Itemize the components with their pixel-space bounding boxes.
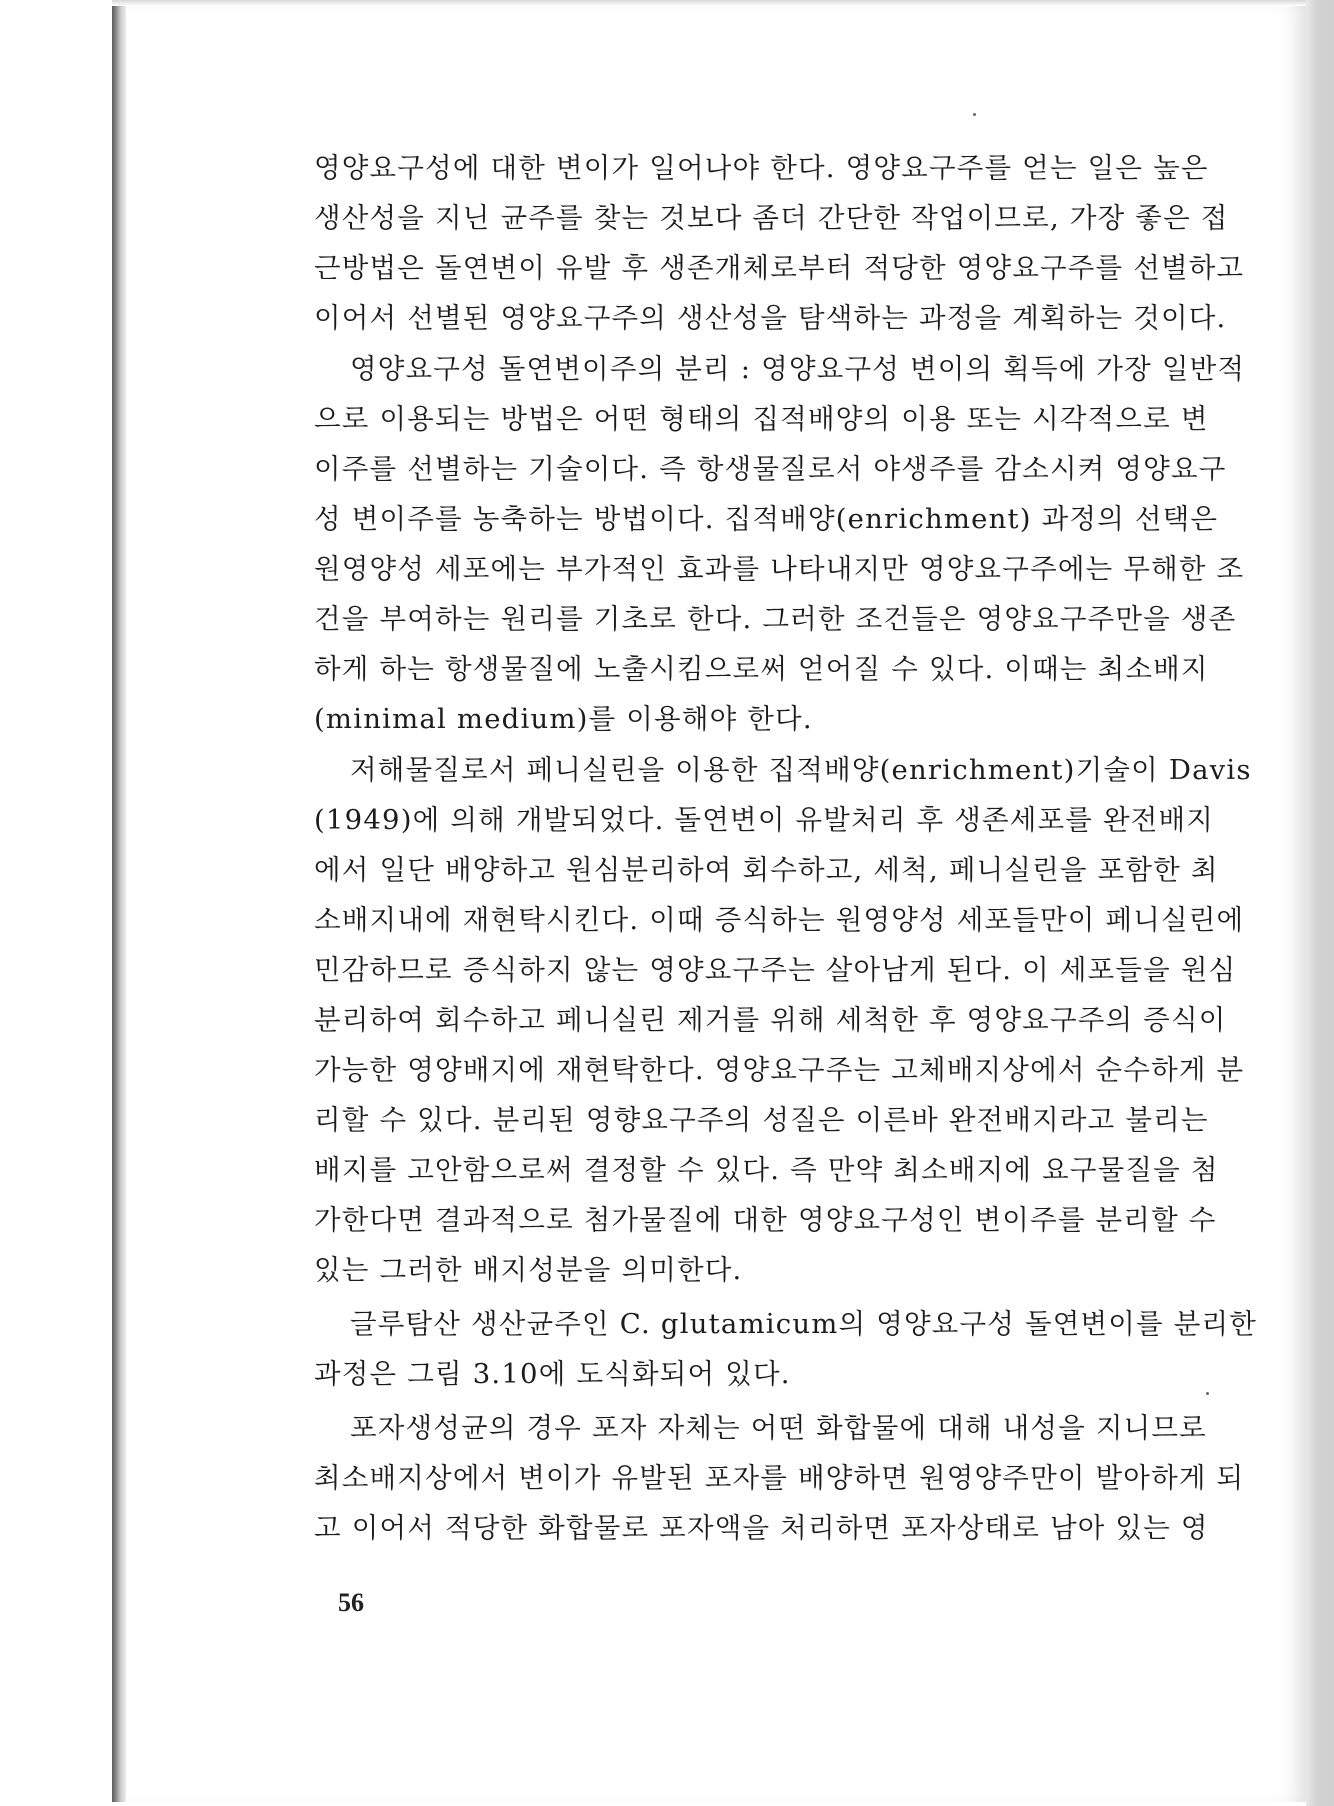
text-line: 영양요구성 돌연변이주의 분리 : 영양요구성 변이의 획득에 가장 일반적 bbox=[350, 353, 1246, 385]
scan-speck bbox=[973, 113, 976, 116]
text-line: 근방법은 돌연변이 유발 후 생존개체로부터 적당한 영양요구주를 선별하고 bbox=[314, 252, 1245, 284]
page-stack-edge bbox=[112, 6, 126, 1802]
text-line: 원영양성 세포에는 부가적인 효과를 나타내지만 영양요구주에는 무해한 조 bbox=[314, 553, 1245, 585]
scan-speck bbox=[1206, 1392, 1209, 1395]
text-line: 가한다면 결과적으로 첨가물질에 대한 영양요구성인 변이주를 분리할 수 bbox=[314, 1204, 1217, 1236]
text-line: 가능한 영양배지에 재현탁한다. 영양요구주는 고체배지상에서 순수하게 분 bbox=[314, 1054, 1245, 1086]
text-line: 과정은 그림 3.10에 도식화되어 있다. bbox=[314, 1358, 791, 1390]
text-line: 최소배지상에서 변이가 유발된 포자를 배양하면 원영양주만이 발아하게 되 bbox=[314, 1462, 1245, 1494]
text-line: 생산성을 지닌 균주를 찾는 것보다 좀더 간단한 작업이므로, 가장 좋은 접 bbox=[314, 202, 1229, 234]
text-line: 영양요구성에 대한 변이가 일어나야 한다. 영양요구주를 얻는 일은 높은 bbox=[314, 152, 1209, 184]
text-line: 하게 하는 항생물질에 노출시킴으로써 얻어질 수 있다. 이때는 최소배지 bbox=[314, 653, 1209, 685]
page-number: 56 bbox=[338, 1588, 364, 1617]
text-line: 글루탐산 생산균주인 C. glutamicum의 영양요구성 돌연변이를 분리한 bbox=[350, 1308, 1258, 1340]
text-line: (1949)에 의해 개발되었다. 돌연변이 유발처리 후 생존세포를 완전배지 bbox=[314, 804, 1215, 836]
text-line: 리할 수 있다. 분리된 영향요구주의 성질은 이른바 완전배지라고 불리는 bbox=[314, 1104, 1209, 1136]
text-line: 건을 부여하는 원리를 기초로 한다. 그러한 조건들은 영양요구주만을 생존 bbox=[314, 603, 1237, 635]
text-line: 있는 그러한 배지성분을 의미한다. bbox=[314, 1254, 743, 1286]
text-line: 에서 일단 배양하고 원심분리하여 회수하고, 세척, 페니실린을 포함한 최 bbox=[314, 854, 1219, 886]
text-line: 으로 이용되는 방법은 어떤 형태의 집적배양의 이용 또는 시각적으로 변 bbox=[314, 403, 1209, 435]
text-line: 고 이어서 적당한 화합물로 포자액을 처리하면 포자상태로 남아 있는 영 bbox=[314, 1512, 1209, 1544]
text-line: 이주를 선별하는 기술이다. 즉 항생물질로서 야생주를 감소시켜 영양요구 bbox=[314, 453, 1227, 485]
text-line: 저해물질로서 페니실린을 이용한 집적배양(enrichment)기술이 Davis bbox=[350, 754, 1252, 786]
text-line: 이어서 선별된 영양요구주의 생산성을 탐색하는 과정을 계획하는 것이다. bbox=[314, 302, 1227, 334]
page-right-shadow bbox=[1306, 0, 1334, 1806]
text-line: 민감하므로 증식하지 않는 영양요구주는 살아남게 된다. 이 세포들을 원심 bbox=[314, 954, 1237, 986]
text-line: 포자생성균의 경우 포자 자체는 어떤 화합물에 대해 내성을 지니므로 bbox=[350, 1412, 1207, 1444]
text-line: 배지를 고안함으로써 결정할 수 있다. 즉 만약 최소배지에 요구물질을 첨 bbox=[314, 1154, 1219, 1186]
text-line: (minimal medium)를 이용해야 한다. bbox=[314, 703, 813, 735]
text-line: 성 변이주를 농축하는 방법이다. 집적배양(enrichment) 과정의 선택은 bbox=[314, 503, 1219, 535]
text-line: 분리하여 회수하고 페니실린 제거를 위해 세척한 후 영양요구주의 증식이 bbox=[314, 1004, 1227, 1036]
text-line: 소배지내에 재현탁시킨다. 이때 증식하는 원영양성 세포들만이 페니실린에 bbox=[314, 904, 1245, 936]
